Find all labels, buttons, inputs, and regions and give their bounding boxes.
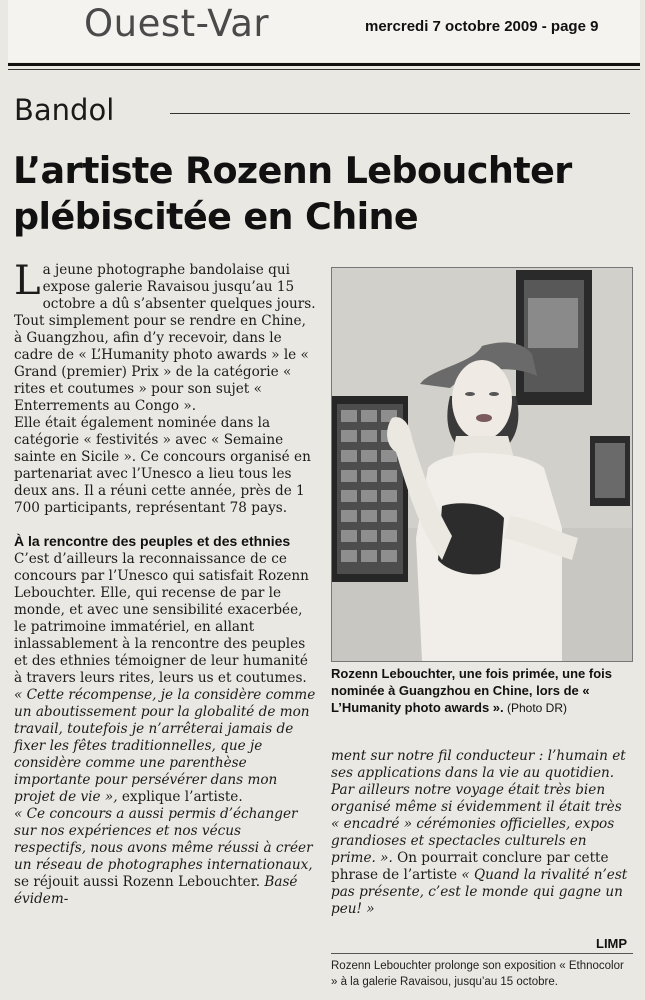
drop-cap: L xyxy=(14,258,41,304)
date-line: mercredi 7 octobre 2009 - page 9 xyxy=(365,18,599,35)
article-column-right xyxy=(331,748,633,918)
article-photo xyxy=(331,267,633,662)
newspaper-name: Ouest-Var xyxy=(84,2,270,45)
footnote-rule xyxy=(331,953,633,954)
photo-credit: (Photo DR) xyxy=(503,701,567,715)
photo-illustration xyxy=(332,268,632,661)
paragraph-1-text: a jeune photographe bandolaise qui expose galerie Ravaisou jusqu’au 15 octobre a dû s’absenter quelques jours. Tout simplement pour se rendre en Chine, à Guangzhou, afin d’y recevoir, dans le cadre de « L’Humanity photo awards » le « Grand (premier) Prix » de la catégorie « rites et coutumes » pour son sujet « Enterrements au Congo ». xyxy=(14,262,316,414)
paragraph-3: C’est d’ailleurs la reconnaissance de ce concours par l’Unesco qui satisfait Rozenn Lebouchter. Elle, qui recense de par le monde, et avec une sensibilité exacerbée, le patrimoine immatériel, en allant inlassablement à la rencontre des peuples et des ethnies témoigner de leur humanité à travers leurs rites, leurs us et coutumes. xyxy=(14,551,309,686)
paragraph-1 xyxy=(14,258,316,415)
author-signature: LIMP xyxy=(596,936,628,951)
quote-3-continued xyxy=(331,748,633,918)
section-title: Bandol xyxy=(14,93,115,127)
masthead-rule-thin xyxy=(8,69,640,70)
masthead-rule xyxy=(8,63,640,66)
quote-3-start: Basé évidem- xyxy=(14,874,298,907)
paragraph-2: Elle était également nominée dans la catégorie « festivités » avec « Semaine sainte en Sicile ». Ce concours organisé en partenariat avec l’Unesco a lieu tous les deux ans. Il a réuni cette année, près de 1 700 participants, représentant 78 pays. xyxy=(14,415,311,516)
headline xyxy=(13,148,633,240)
quote-1-text: « Cette récompense, je la considère comme un aboutissement pour la globalité de mon travail, toutefois je n’arrêterai jamais de fixer les fêtes traditionnelles, que je considère comme une parenthèse importante pour persévérer dans mon projet de vie », xyxy=(14,687,316,805)
quote-2 xyxy=(14,806,316,908)
quote-1 xyxy=(14,687,316,806)
article-column-left xyxy=(14,258,316,908)
face xyxy=(452,360,512,440)
quote-3-text: ment sur notre fil conducteur : l’humain et ses applications dans la vie au quotidien. Par ailleurs notre voyage était très bien organisé même si évidemment il était très « encadré » cérémonies officielles, expos grandioses et spectacles culturels en prime. ». xyxy=(331,748,626,866)
photo-caption xyxy=(331,665,633,717)
quote-2-attribution: se réjouit aussi Rozenn Lebouchter. xyxy=(14,874,265,890)
quote-2-text: « Ce concours a aussi permis d’échanger sur nos expériences et nos vécus respectifs, nous avons même réussi à créer un réseau de photographes internationaux, xyxy=(14,806,313,873)
section-rule xyxy=(170,113,630,114)
quote-1-attribution: explique l’artiste. xyxy=(117,789,243,805)
exhibition-footnote: Rozenn Lebouchter prolonge son exposition « Ethnocolor » à la galerie Ravaisou, jusqu’au 15 octobre. xyxy=(331,960,624,988)
headline-line-1: L’artiste Rozenn Lebouchter xyxy=(13,149,572,192)
masthead xyxy=(8,0,640,62)
article-subhead: À la rencontre des peuples et des ethnies xyxy=(14,533,291,549)
paragraph-4-text: On pourrait conclure par cette phrase de l’artiste xyxy=(331,850,609,883)
headline-line-2: plébiscitée en Chine xyxy=(13,195,419,238)
caption-text: Rozenn Lebouchter, une fois primée, une fois nominée à Guangzhou en Chine, lors de « L’Humanity photo awards ». xyxy=(331,666,612,715)
closing-quote: « Quand la rivalité n’est pas présente, c’est le monde qui gagne un peu! » xyxy=(331,867,628,917)
